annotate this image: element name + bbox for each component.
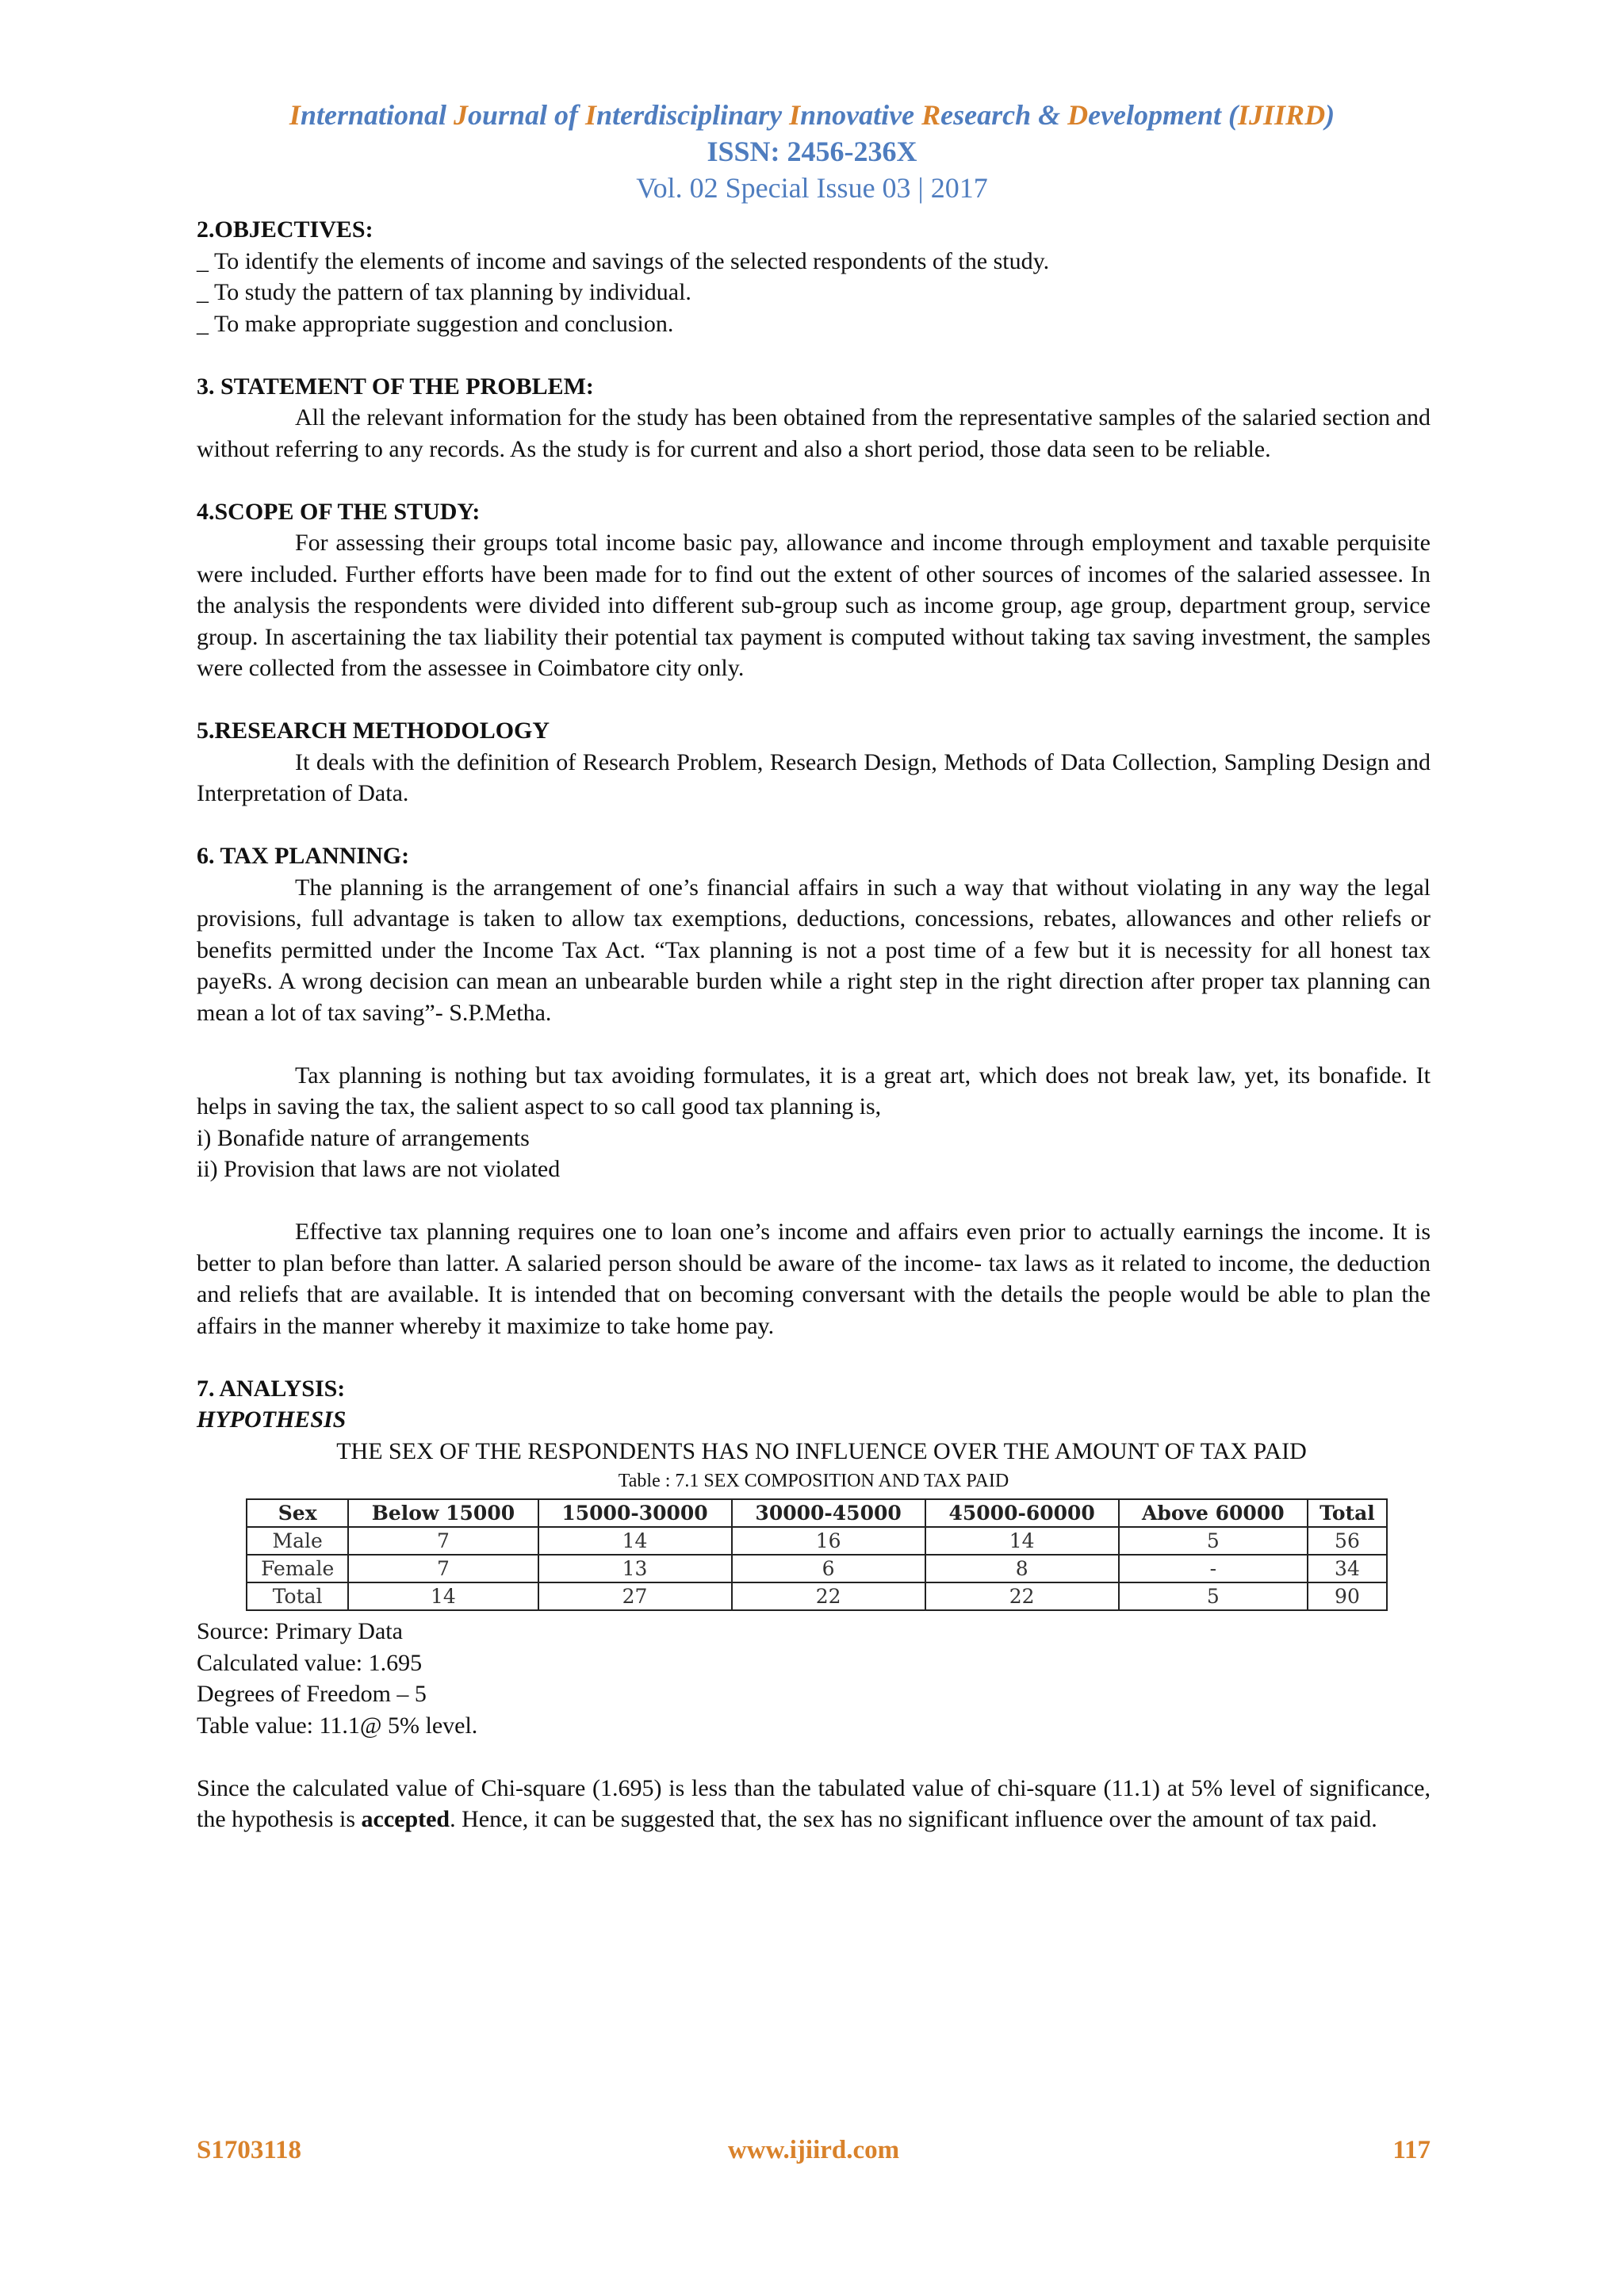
journal-title-word: nternational (300, 99, 454, 131)
objective-item: _ To make appropriate suggestion and conclusion. (197, 310, 674, 337)
table-cell: 34 (1308, 1555, 1387, 1582)
objectives-list (197, 246, 1431, 340)
journal-title-initial: I (789, 99, 801, 131)
objectives-heading: 2.OBJECTIVES: (197, 216, 373, 243)
paper-code: S1703118 (197, 2136, 302, 2164)
tax-planning-heading: 6. TAX PLANNING: (197, 843, 410, 869)
chi-square-conclusion (197, 1773, 1431, 1835)
journal-title (0, 97, 1624, 133)
tax-planning-list-item: ii) Provision that laws are not violated (197, 1156, 561, 1182)
conclusion-emphasis: accepted (361, 1806, 450, 1832)
degrees-of-freedom: Degrees of Freedom – 5 (197, 1681, 427, 1707)
journal-title-word: nnovative (800, 99, 922, 131)
table-cell: 7 (348, 1527, 538, 1555)
table-header-cell: 30000-45000 (732, 1499, 925, 1527)
table-cell: 5 (1119, 1582, 1308, 1610)
journal-title-initial: I (289, 99, 301, 131)
journal-title-word: evelopment ( (1088, 99, 1239, 131)
scope-heading: 4.SCOPE OF THE STUDY: (197, 498, 481, 525)
scope-paragraph: For assessing their groups total income basic pay, allowance and income through employment and taxable perquisite were included. Further efforts have been made for to find out the extent of other sources of incomes of the salaried assessee. In the analysis the respondents were divided into different sub-group such as income group, age group, department group, service group. In ascertaining the tax liability their potential tax payment is computed without taking tax saving investment, the samples were collected from the assessee in Coimbatore city only. (197, 530, 1431, 681)
table-cell: 6 (732, 1555, 925, 1582)
table-header-row (247, 1499, 1387, 1527)
table-cell: 14 (348, 1582, 538, 1610)
journal-title-initial: I (585, 99, 597, 131)
table-cell: Total (247, 1582, 348, 1610)
methodology-paragraph: It deals with the definition of Research Problem, Research Design, Methods of Data Collection, Sampling Design and Interpretation of Data. (197, 748, 1431, 806)
tax-planning-paragraph-1: The planning is the arrangement of one’s financial affairs in such a way that without violating in any way the legal provisions, full advantage is taken to allow tax exemptions, deductions, concessions, rebates, allowances and other reliefs or benefits permitted under the Income Tax Act. “Tax planning is not a post time of a few but it is necessity for all honest tax payeRs. A wrong decision can mean an unbearable burden while a right step in the right direction after proper tax planning can mean a lot of tax saving”- S.P.Metha. (197, 874, 1431, 1026)
table-cell: Female (247, 1555, 348, 1582)
table-header-cell: 45000-60000 (925, 1499, 1119, 1527)
table-cell: - (1119, 1555, 1308, 1582)
table-cell: 27 (538, 1582, 732, 1610)
problem-heading: 3. STATEMENT OF THE PROBLEM: (197, 373, 594, 400)
objective-item: _ To identify the elements of income and savings of the selected respondents of the study. (197, 247, 1050, 274)
journal-volume: Vol. 02 Special Issue 03 | 2017 (636, 172, 988, 204)
table-cell: 7 (348, 1555, 538, 1582)
journal-title-word: esearch & (940, 99, 1068, 131)
table-caption: Table : 7.1 SEX COMPOSITION AND TAX PAID (618, 1471, 1009, 1491)
table-cell: 14 (925, 1527, 1119, 1555)
page-number: 117 (1392, 2136, 1431, 2164)
tax-planning-paragraph-2: Tax planning is nothing but tax avoiding formulates, it is a great art, which does not break law, yet, its bonafide. It helps in saving the tax, the salient aspect to so call good tax planning is, (197, 1062, 1431, 1119)
table-value: Table value: 11.1@ 5% level. (197, 1712, 478, 1739)
table-cell: 56 (1308, 1527, 1387, 1555)
sex-tax-table (246, 1498, 1388, 1611)
table-cell: Male (247, 1527, 348, 1555)
journal-title-word: nterdisciplinary (596, 99, 790, 131)
journal-header (0, 97, 1624, 206)
journal-issn: ISSN: 2456-236X (707, 136, 917, 167)
table-header-cell: 15000-30000 (538, 1499, 732, 1527)
hypothesis-subheading: HYPOTHESIS (197, 1406, 347, 1433)
hypothesis-statement: THE SEX OF THE RESPONDENTS HAS NO INFLUENCE OVER THE AMOUNT OF TAX PAID (336, 1437, 1307, 1464)
problem-paragraph: All the relevant information for the study has been obtained from the representative samples of the salaried section and without referring to any records. As the study is for current and also a short period, those data seen to be reliable. (197, 404, 1431, 462)
article-body (197, 214, 1431, 1835)
journal-title-word: ournal of (468, 99, 586, 131)
journal-title-initial: J (454, 99, 468, 131)
table-cell: 22 (925, 1582, 1119, 1610)
tax-planning-paragraph-3: Effective tax planning requires one to loan one’s income and affairs even prior to actually earnings the income. It is better to plan before than latter. A salaried person should be aware of the income- tax laws as it related to income, the deduction and reliefs that are available. It is intended that on becoming conversant with the details the people would be able to plan the affairs in the manner whereby it maximize to take home pay. (197, 1219, 1431, 1339)
table-cell: 13 (538, 1555, 732, 1582)
table-cell: 16 (732, 1527, 925, 1555)
table-header-cell: Sex (247, 1499, 348, 1527)
analysis-heading: 7. ANALYSIS: (197, 1375, 346, 1402)
journal-title-initial: IJIIRD (1238, 99, 1326, 131)
conclusion-text: . Hence, it can be suggested that, the sex has no significant influence over the amount of tax paid. (450, 1806, 1377, 1832)
table-cell: 5 (1119, 1527, 1308, 1555)
conclusion-text: Since the calculated value of Chi-square (1.695) is less than the tabulated value of chi-square (11.1) at 5% level of significance, the hypothesis is (197, 1774, 1431, 1832)
journal-title-initial: D (1067, 99, 1089, 131)
table-row (247, 1527, 1387, 1555)
table-header-cell: Above 60000 (1119, 1499, 1308, 1527)
tax-planning-list-item: i) Bonafide nature of arrangements (197, 1124, 530, 1151)
table-cell: 14 (538, 1527, 732, 1555)
table-header-cell: Below 15000 (348, 1499, 538, 1527)
table-row (247, 1582, 1387, 1610)
methodology-heading: 5.RESEARCH METHODOLOGY (197, 718, 550, 744)
table-header-cell: Total (1308, 1499, 1387, 1527)
table-row (247, 1555, 1387, 1582)
table-cell: 90 (1308, 1582, 1387, 1610)
table-cell: 22 (732, 1582, 925, 1610)
data-source: Source: Primary Data (197, 1618, 403, 1644)
calculated-value: Calculated value: 1.695 (197, 1649, 423, 1676)
table-cell: 8 (925, 1555, 1119, 1582)
objective-item: _ To study the pattern of tax planning by individual. (197, 279, 691, 305)
journal-website-link[interactable]: www.ijiird.com (727, 2136, 900, 2164)
journal-title-word: ) (1325, 99, 1335, 131)
journal-title-initial: R (921, 99, 941, 131)
